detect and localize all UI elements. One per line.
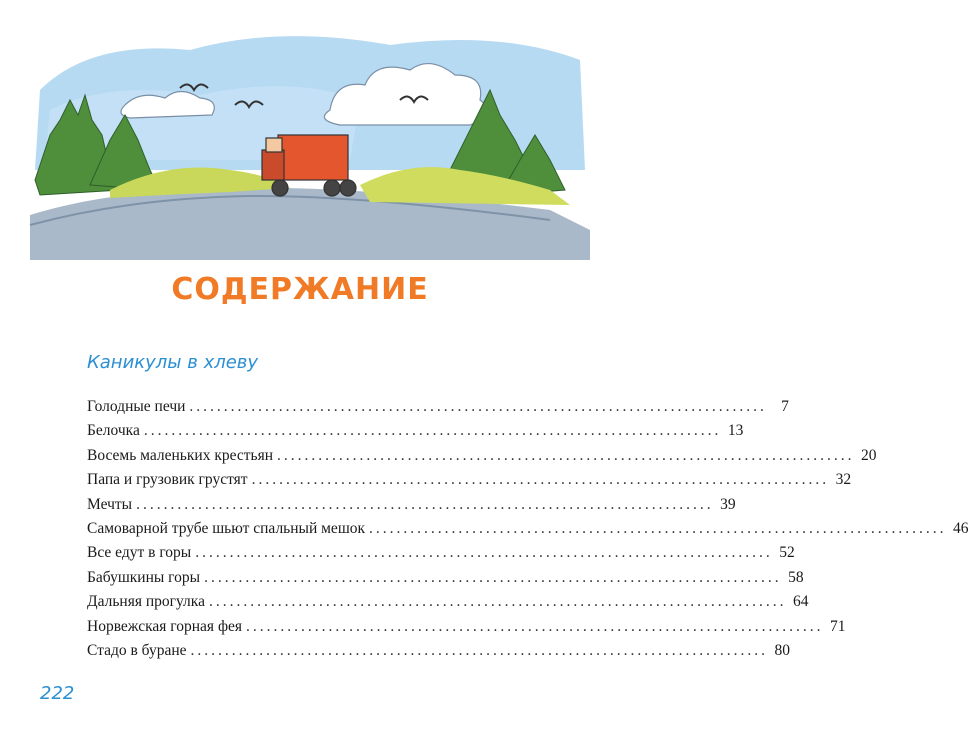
toc-entry-title: Папа и грузовик грустят [87, 471, 248, 489]
toc-entry-title: Дальняя прогулка [87, 593, 205, 611]
toc-entry[interactable] [87, 519, 969, 544]
toc-entry[interactable] [87, 568, 804, 593]
landscape-illustration [30, 20, 590, 260]
toc-entry-title: Все едут в горы [87, 544, 192, 562]
toc-entry-page: 13 [727, 422, 744, 440]
toc-entry-page: 46 [953, 519, 969, 537]
toc-entry-page: 32 [835, 471, 852, 489]
dot-leader: .................................................................................... [136, 495, 714, 513]
dot-leader: .................................................................................... [143, 422, 722, 440]
toc-entry-page: 20 [861, 446, 877, 464]
section-title: Каникулы в хлеву [87, 352, 259, 373]
dot-leader: .................................................................................... [369, 519, 947, 537]
toc-entry-page: 52 [779, 544, 795, 562]
toc-entry[interactable] [87, 398, 789, 422]
toc-entry-page: 58 [788, 568, 804, 586]
dot-leader: .................................................................................... [277, 446, 855, 464]
table-of-contents [87, 398, 969, 666]
toc-entry-title: Восемь маленьких крестьян [87, 446, 274, 464]
toc-entry-title: Белочка [87, 422, 140, 440]
toc-entry-title: Мечты [87, 495, 133, 513]
page-number: 222 [40, 683, 75, 704]
toc-entry-page: 71 [830, 617, 846, 635]
toc-entry-page: 7 [781, 398, 789, 415]
toc-entry[interactable] [87, 641, 791, 666]
toc-entry[interactable] [87, 544, 795, 568]
toc-entry-title: Бабушкины горы [87, 568, 201, 586]
contents-heading: СОДЕРЖАНИЕ [171, 272, 429, 307]
toc-entry-title: Самоварной трубе шьют спальный мешок [87, 519, 366, 537]
dot-leader: .................................................................................... [190, 641, 769, 659]
toc-entry[interactable] [87, 422, 744, 446]
toc-entry-page: 64 [792, 593, 809, 611]
toc-entry-page: 80 [774, 641, 791, 659]
toc-entry-page: 39 [720, 495, 736, 513]
toc-entry[interactable] [87, 495, 736, 520]
dot-leader: .................................................................................... [195, 544, 773, 562]
dot-leader: .................................................................................... [208, 593, 787, 611]
dot-leader: .................................................................................... [246, 617, 824, 635]
toc-entry-title: Норвежская горная фея [87, 617, 242, 635]
dot-leader: .................................................................................... [204, 568, 782, 586]
toc-entry[interactable] [87, 617, 846, 642]
toc-entry[interactable] [87, 471, 852, 495]
dot-leader: .................................................................................... [189, 398, 767, 415]
toc-entry[interactable] [87, 593, 809, 617]
toc-entry-title: Голодные печи [87, 398, 186, 415]
toc-entry-title: Стадо в буране [87, 641, 187, 659]
dot-leader: .................................................................................... [251, 471, 830, 489]
toc-entry[interactable] [87, 446, 877, 471]
